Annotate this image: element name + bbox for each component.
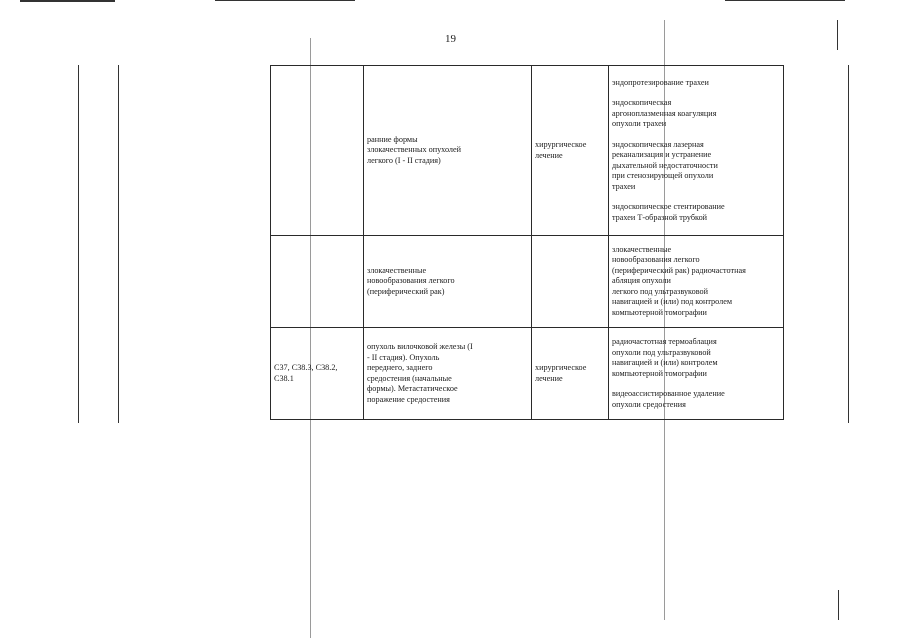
diagnosis-cell: злокачественные новообразования легкого (периферический рак): [364, 236, 532, 328]
code-cell: [271, 66, 364, 236]
method-item: эндоскопическое стентирование трахеи Т-образной трубкой: [612, 202, 725, 222]
methods-cell: [609, 66, 784, 236]
table-row: [271, 328, 784, 420]
margin-line-right: [848, 65, 849, 423]
method-item: эндопротезирование трахеи: [612, 77, 709, 87]
table-row: [271, 66, 784, 236]
method-item: эндоскопическая лазерная реканализация и устранение дыхательной недостаточности при стенозирующей опухоли трахеи: [612, 139, 718, 191]
method-item: эндоскопическая аргоноплазменная коагуляция опухоли трахеи: [612, 98, 717, 129]
scan-mark-right-1: [837, 20, 838, 50]
methods-cell: [609, 328, 784, 420]
diagnosis-cell: ранние формы злокачественных опухолей легкого (I - II стадия): [364, 66, 532, 236]
margin-line-left-2: [118, 65, 119, 423]
code-cell: [271, 236, 364, 328]
page-number: 19: [445, 33, 456, 45]
scan-line-top-mid: [215, 0, 355, 1]
table-row: [271, 236, 784, 328]
scan-line-top-right: [725, 0, 845, 1]
methods-cell: [609, 236, 784, 328]
margin-line-left-1: [78, 65, 79, 423]
treatment-type-cell: хирургическое лечение: [532, 66, 609, 236]
code-cell: C37, C38.3, C38.2, C38.1: [271, 328, 364, 420]
method-item: видеоассистированное удаление опухоли средостения: [612, 389, 725, 409]
treatment-type-cell: хирургическое лечение: [532, 328, 609, 420]
diagnosis-cell: опухоль вилочковой железы (I - II стадия). Опухоль переднего, заднего средостения (начальные формы). Метастатическое поражение средостения: [364, 328, 532, 420]
services-table: [270, 65, 784, 420]
scan-line-top-left: [20, 0, 115, 2]
scan-mark-right-2: [838, 590, 839, 620]
method-item: злокачественные новообразования легкого (периферический рак) радиочастотная абляция опухоли легкого под ультразвуковой навигацией и (или) под контролем компьютерной томографии: [612, 244, 746, 317]
method-item: радиочастотная термоаблация опухоли под ультразвуковой навигацией и (или) контролем компьютерной томографии: [612, 337, 718, 378]
treatment-type-cell: [532, 236, 609, 328]
